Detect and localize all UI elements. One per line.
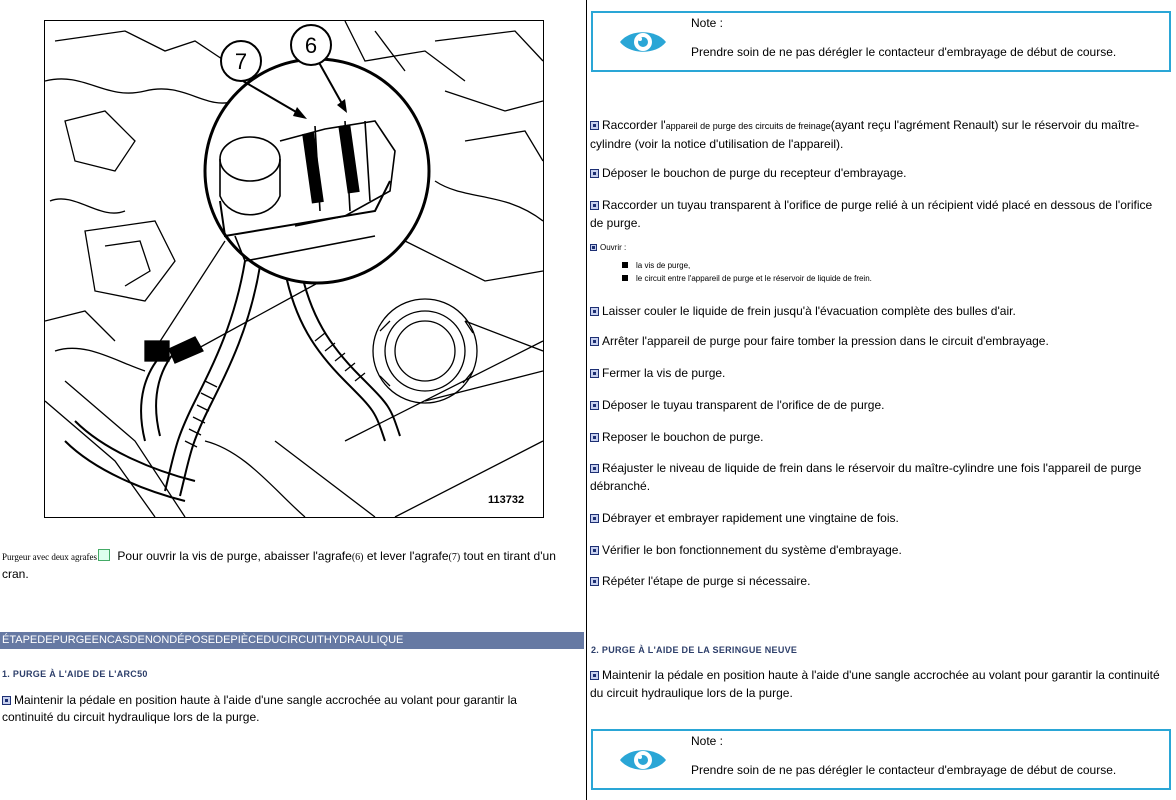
step-1-prefix: Raccorder l' <box>602 118 666 132</box>
step-stop-bleeder <box>590 332 1165 350</box>
square-bullet-icon <box>622 275 628 281</box>
step-remove-tube <box>590 396 1165 414</box>
note-title: Note : <box>691 16 724 30</box>
broken-image-icon <box>98 549 110 561</box>
bullet-icon <box>590 577 599 586</box>
open-sub-item-1 <box>622 259 690 272</box>
step-1-rest: (ayant reçu l'agrément Renault) sur le réservoir du maître-cylindre (voir la notice d'utilisation de l'appareil). <box>590 118 1140 151</box>
bullet-icon <box>590 169 599 178</box>
step-check-system <box>590 541 1165 559</box>
bleeder-illustration <box>44 20 544 518</box>
bullet-icon <box>590 307 599 316</box>
caption-small-label: Purgeur avec deux agrafes <box>2 552 98 562</box>
open-sub-item-2 <box>622 272 872 285</box>
subheading-arc50: 1. PURGE À L'AIDE DE L'ARC50 <box>2 669 148 679</box>
eye-icon <box>618 27 668 57</box>
bullet-icon <box>590 337 599 346</box>
engine-bay-drawing <box>45 21 543 517</box>
note-title: Note : <box>691 734 724 748</box>
bullet-icon <box>590 244 597 251</box>
step-connect-tube <box>590 196 1165 232</box>
step-11-text: Débrayer et embrayer rapidement une vingtaine de fois. <box>602 511 899 525</box>
step-repeat <box>590 572 1165 590</box>
subheading-syringe: 2. PURGE À L'AIDE DE LA SERINGUE NEUVE <box>591 645 798 655</box>
right-paragraph-text: Maintenir la pédale en position haute à l'aide d'une sangle accrochée au volant pour garantir la continuité du circuit hydraulique lors de la purge. <box>590 668 1160 700</box>
step-13-text: Répéter l'étape de purge si nécessaire. <box>602 574 811 588</box>
note-text: Prendre soin de ne pas dérégler le contacteur d'embrayage de début de course. <box>691 763 1117 777</box>
step-4-text: Ouvrir : <box>600 243 627 252</box>
bullet-icon <box>590 671 599 680</box>
open-sub-item-2-text: le circuit entre l'appareil de purge et le réservoir de liquide de frein. <box>636 274 872 283</box>
step-7-text: Fermer la vis de purge. <box>602 366 726 380</box>
step-pump-clutch <box>590 509 1165 527</box>
step-remove-cap <box>590 164 1165 182</box>
step-9-text: Reposer le bouchon de purge. <box>602 430 764 444</box>
bullet-icon <box>590 121 599 130</box>
left-paragraph-text: Maintenir la pédale en position haute à l'aide d'une sangle accrochée au volant pour garantir la continuité du circuit hydraulique lors de la purge. <box>2 693 517 724</box>
callout-6: 6 <box>304 33 318 58</box>
step-adjust-level <box>590 459 1165 495</box>
step-connect-bleeder <box>590 116 1165 153</box>
eye-icon <box>618 745 668 775</box>
caption-text-2: et lever l'agrafe <box>366 549 449 563</box>
step-3-text: Raccorder un tuyau transparent à l'orifice de purge relié à un récipient vidé placé en dessous de l'orifice de purge. <box>590 198 1153 230</box>
left-paragraph <box>2 692 562 726</box>
step-close-screw <box>590 364 1165 382</box>
step-6-text: Arrêter l'appareil de purge pour faire tomber la pression dans le circuit d'embrayage. <box>602 334 1049 348</box>
step-open <box>590 242 1165 254</box>
bullet-icon <box>590 546 599 555</box>
caption-ref-6: (6) <box>351 552 364 563</box>
callout-7: 7 <box>234 49 248 74</box>
bullet-icon <box>2 696 11 705</box>
bullet-icon <box>590 401 599 410</box>
bullet-icon <box>590 433 599 442</box>
square-bullet-icon <box>622 262 628 268</box>
step-10-text: Réajuster le niveau de liquide de frein dans le réservoir du maître-cylindre une fois l'appareil de purge débranché. <box>590 461 1142 493</box>
step-1-small: appareil de purge des circuits de freinage <box>665 121 831 131</box>
note-box-bottom <box>591 729 1171 790</box>
bullet-icon <box>590 369 599 378</box>
figure-number: 113732 <box>488 494 525 506</box>
step-5-text: Laisser couler le liquide de frein jusqu'à l'évacuation complète des bulles d'air. <box>602 304 1016 318</box>
step-12-text: Vérifier le bon fonctionnement du système d'embrayage. <box>602 543 902 557</box>
bullet-icon <box>590 514 599 523</box>
step-drain <box>590 302 1165 320</box>
right-paragraph <box>590 666 1165 702</box>
figure-caption <box>2 548 582 583</box>
open-sub-item-1-text: la vis de purge, <box>636 261 691 270</box>
caption-text-1: Pour ouvrir la vis de purge, abaisser l'agrafe <box>117 549 352 563</box>
step-2-text: Déposer le bouchon de purge du recepteur d'embrayage. <box>602 166 907 180</box>
step-refit-cap <box>590 428 1165 446</box>
column-divider <box>586 0 587 800</box>
note-box-top <box>591 11 1171 72</box>
caption-ref-7: (7) <box>448 552 461 563</box>
note-text: Prendre soin de ne pas dérégler le contacteur d'embrayage de début de course. <box>691 45 1117 59</box>
bullet-icon <box>590 464 599 473</box>
bullet-icon <box>590 201 599 210</box>
caption-text-3: tout en tirant d'un cran. <box>2 549 556 581</box>
section-title-bar: ÉTAPEDEPURGEENCASDENONDÉPOSEDEPIÈCEDUCIRCUITHYDRAULIQUE <box>0 632 584 649</box>
step-8-text: Déposer le tuyau transparent de l'orifice de de purge. <box>602 398 885 412</box>
